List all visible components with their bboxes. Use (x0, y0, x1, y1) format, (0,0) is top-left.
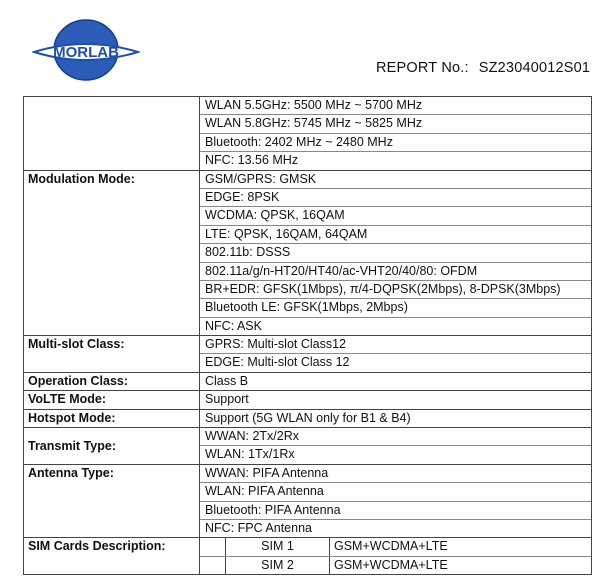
spec-value-line: WLAN 5.8GHz: 5745 MHz ~ 5825 MHz (200, 114, 591, 132)
spec-values (200, 170, 592, 336)
spec-value-line: 802.11a/g/n-HT20/HT40/ac-VHT20/40/80: OFDM (200, 262, 591, 280)
sim-name: SIM 1 (226, 538, 330, 556)
morlab-logo (32, 18, 140, 82)
spec-value-line: GSM/GPRS: GMSK (205, 171, 317, 186)
spec-value-line: Bluetooth: PIFA Antenna (200, 501, 591, 519)
spec-label: Modulation Mode: (24, 170, 200, 336)
spec-value-line: NFC: 13.56 MHz (200, 151, 591, 169)
spec-values (200, 428, 592, 465)
spec-value-line: BR+EDR: GFSK(1Mbps), π/4-DQPSK(2Mbps), 8-DPSK(3Mbps) (200, 280, 591, 298)
spec-label: Transmit Type: (24, 428, 200, 465)
spec-value-line: WLAN: PIFA Antenna (200, 482, 591, 500)
spec-value-line: NFC: ASK (200, 317, 591, 335)
spec-row (24, 428, 592, 465)
spec-value-line: EDGE: 8PSK (200, 188, 591, 206)
spec-row (24, 372, 592, 390)
spec-row (24, 336, 592, 373)
spec-values (200, 336, 592, 373)
spec-label: VoLTE Mode: (24, 391, 200, 409)
spec-label: Multi-slot Class: (24, 336, 200, 373)
spec-row (24, 409, 592, 427)
spec-value-line: LTE: QPSK, 16QAM, 64QAM (200, 225, 591, 243)
spec-value-line: WCDMA: QPSK, 16QAM (200, 206, 591, 224)
sim-value: GSM+WCDMA+LTE (330, 538, 592, 556)
spec-value-line: Bluetooth LE: GFSK(1Mbps, 2Mbps) (200, 298, 591, 316)
spec-label: Antenna Type: (24, 464, 200, 538)
spec-table (23, 96, 592, 575)
spec-value-line: WLAN: 1Tx/1Rx (200, 445, 591, 463)
spec-values (200, 372, 592, 390)
sim-table (200, 538, 591, 574)
sim-blank (200, 538, 226, 556)
spec-label: Hotspot Mode: (24, 409, 200, 427)
spec-value-line: 802.11b: DSSS (200, 243, 591, 261)
logo-text: MORLAB (53, 44, 119, 61)
sim-name: SIM 2 (226, 556, 330, 574)
spec-value-line: WWAN: 2Tx/2Rx (205, 429, 299, 444)
spec-value-line: WLAN 5.5GHz: 5500 MHz ~ 5700 MHz (205, 98, 423, 112)
sim-value: GSM+WCDMA+LTE (334, 557, 448, 572)
spec-value-line: Class B (205, 373, 249, 388)
spec-label (24, 97, 200, 171)
spec-value-line: GPRS: Multi-slot Class12 (205, 337, 347, 352)
sim-row (200, 538, 591, 556)
spec-values (200, 464, 592, 538)
spec-row (24, 97, 592, 171)
spec-value-line: NFC: FPC Antenna (200, 519, 591, 537)
sim-row (200, 556, 591, 574)
spec-row (24, 464, 592, 538)
spec-label: Operation Class: (24, 372, 200, 390)
spec-value-line: Support (205, 392, 249, 407)
report-number-line (376, 60, 590, 76)
spec-value-line: WWAN: PIFA Antenna (205, 465, 329, 480)
spec-values (200, 409, 592, 427)
spec-row (24, 170, 592, 336)
spec-row-sim (24, 538, 592, 575)
sim-label: SIM Cards Description: (24, 538, 200, 575)
spec-values (200, 97, 592, 171)
spec-values (200, 391, 592, 409)
spec-value-line: Bluetooth: 2402 MHz ~ 2480 MHz (200, 133, 591, 151)
spec-value-line: EDGE: Multi-slot Class 12 (200, 353, 591, 371)
report-number: SZ23040012S01 (478, 60, 591, 76)
spec-row (24, 391, 592, 409)
sim-blank (200, 556, 226, 574)
report-label: REPORT No.: (376, 60, 469, 76)
spec-value-line: Support (5G WLAN only for B1 & B4) (205, 410, 411, 425)
sim-values (200, 538, 592, 575)
